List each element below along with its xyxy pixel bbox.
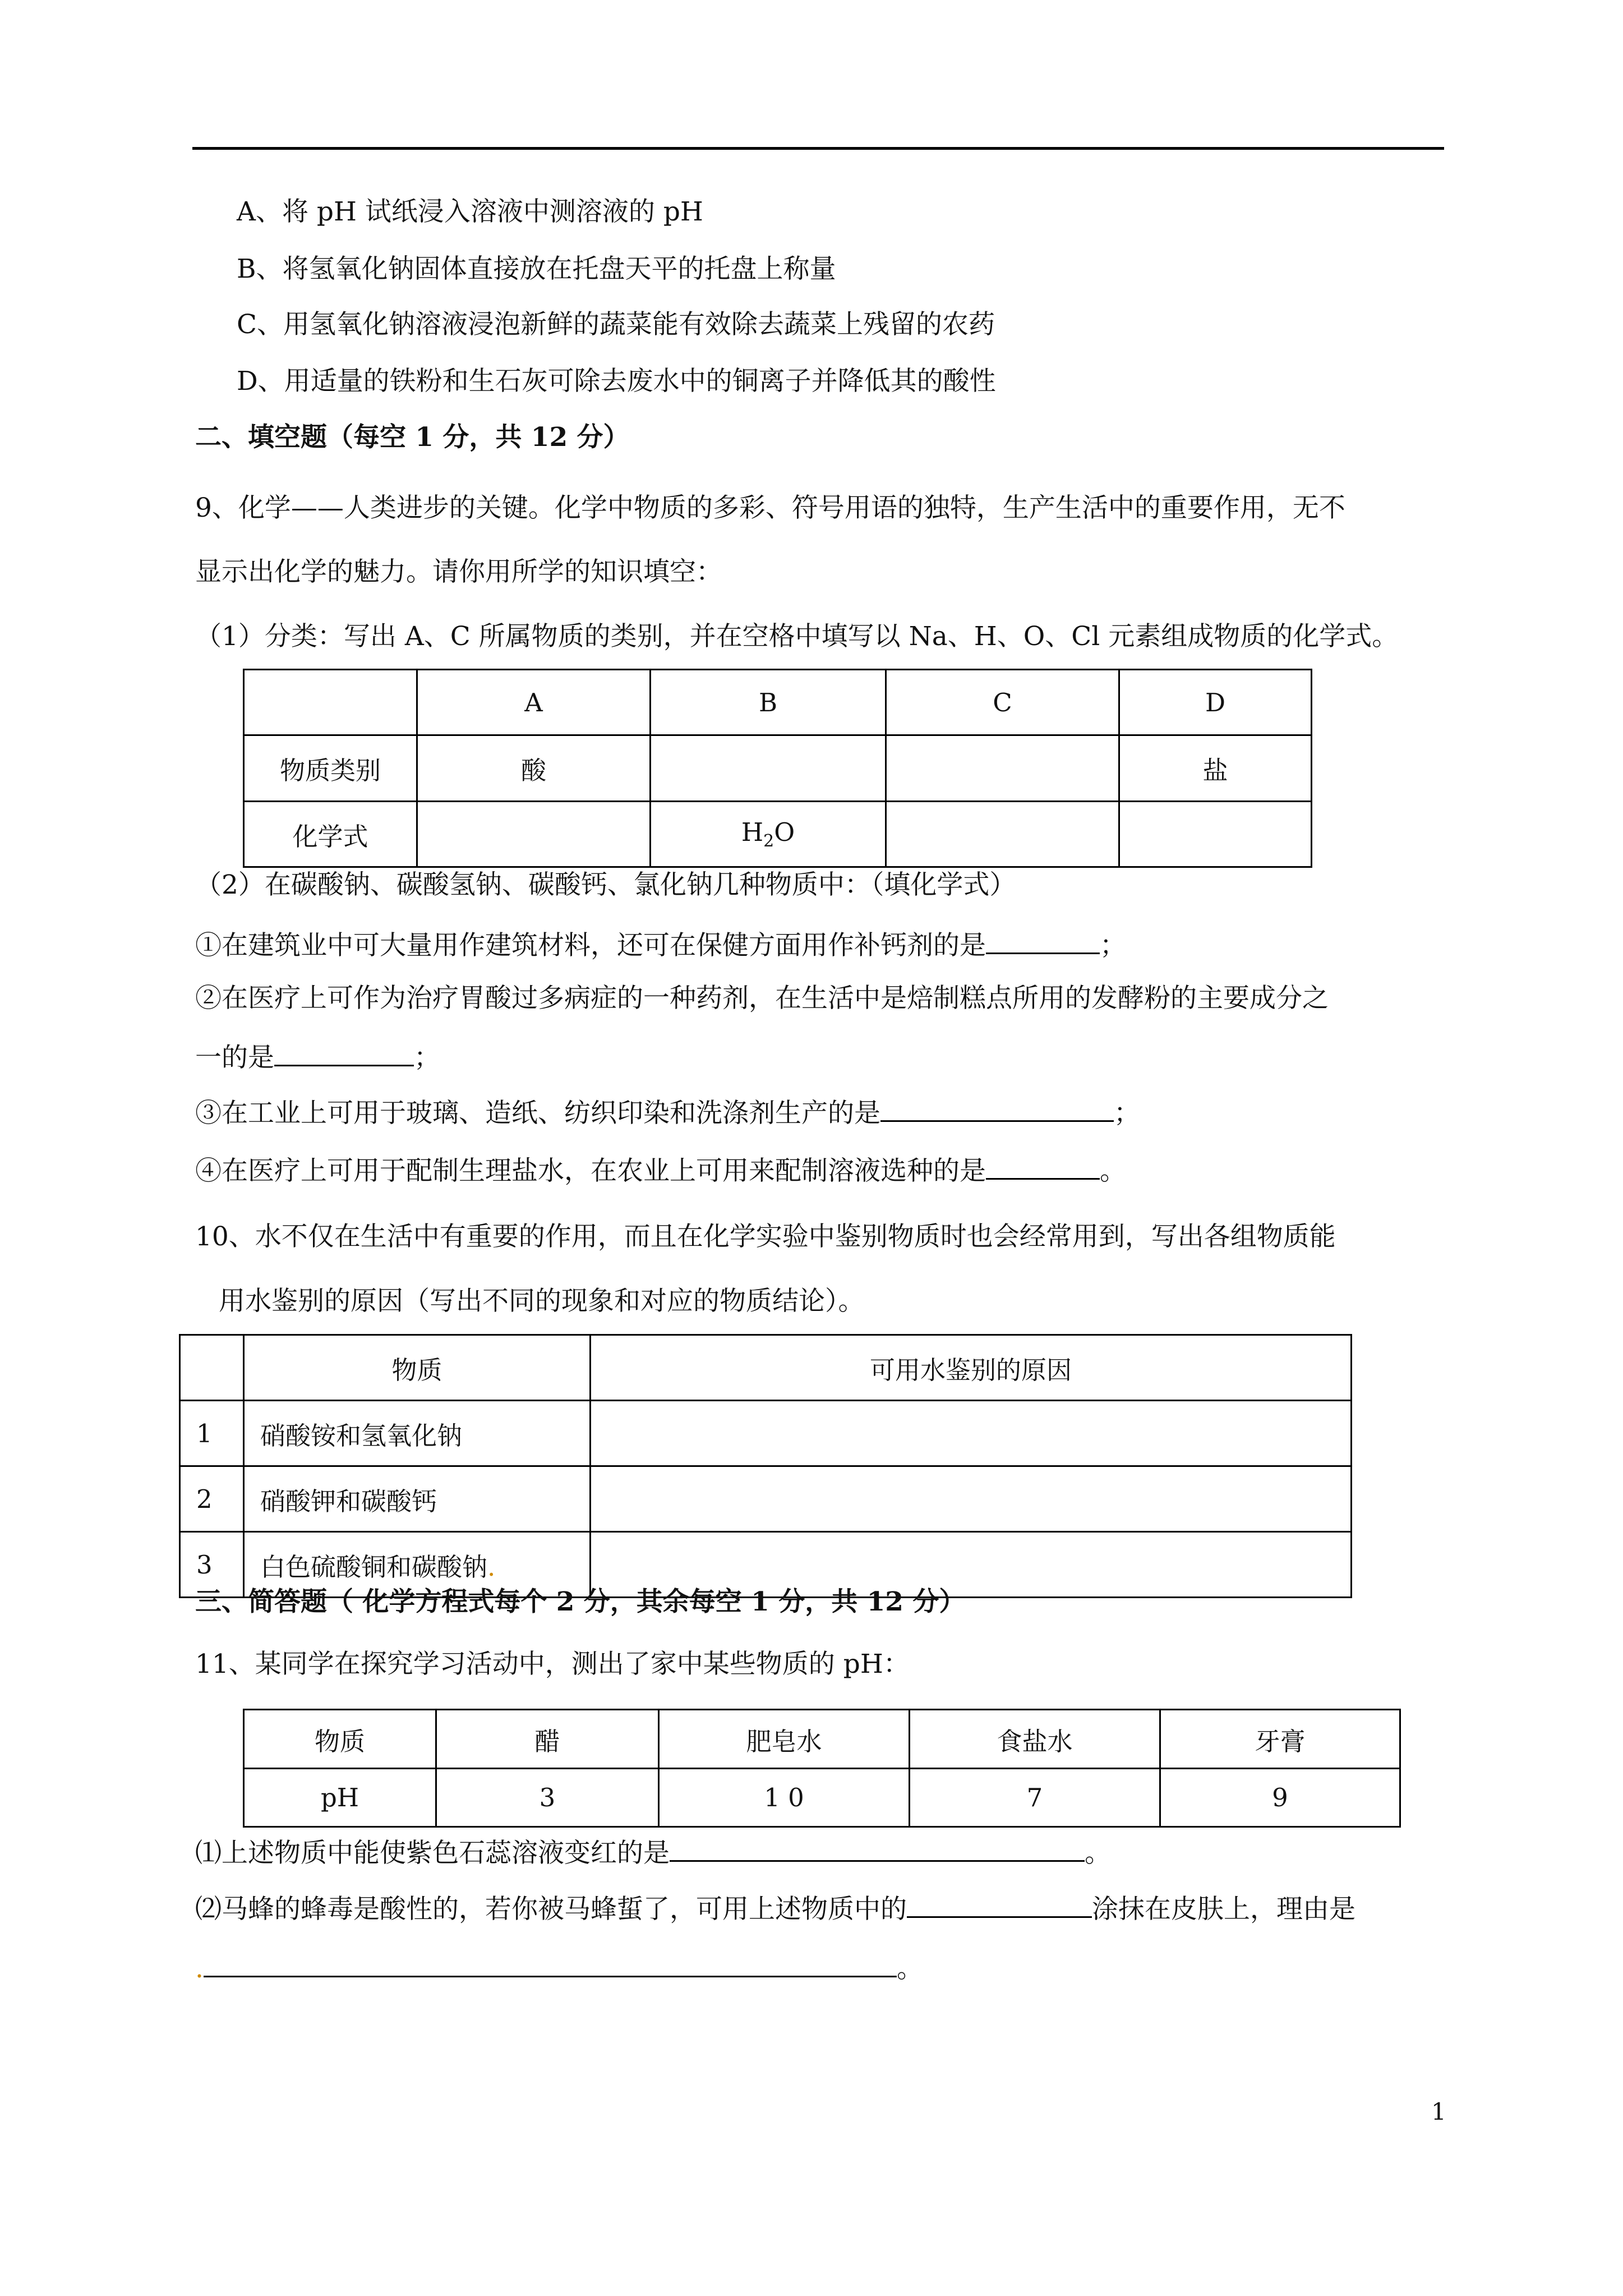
classification-table	[243, 669, 1312, 868]
category-cell: 酸	[417, 735, 651, 802]
formula-o: O	[774, 817, 795, 847]
category-cell	[651, 735, 886, 802]
header-cell: C	[886, 670, 1119, 735]
row-number: 3	[180, 1532, 244, 1598]
q10-line2: 用水鉴别的原因（写出不同的现象和对应的物质结论）。	[219, 1286, 865, 1317]
header-cell: 肥皂水	[659, 1710, 910, 1769]
statement-end: ；	[1100, 930, 1126, 961]
q9-statement-4	[195, 1152, 1126, 1188]
statement-text: ⑴上述物质中能使紫色石蕊溶液变红的是	[195, 1838, 670, 1869]
formula-cell	[1119, 802, 1312, 867]
q9-part2: （2）在碳酸钠、碳酸氢钠、碳酸钙、氯化钠几种物质中：（填化学式）	[195, 869, 1016, 900]
editor-mark: .	[195, 1953, 204, 1984]
statement-end: ；	[1114, 1098, 1140, 1129]
answer-blank-2[interactable]	[274, 1039, 414, 1066]
formula-cell-h2o	[651, 802, 886, 867]
answer-blank-1[interactable]	[986, 927, 1100, 954]
ph-label: pH	[244, 1769, 436, 1827]
q11-part1	[195, 1834, 1111, 1870]
reason-cell[interactable]	[591, 1466, 1352, 1532]
answer-blank-6[interactable]	[907, 1890, 1092, 1918]
statement-end: 。	[896, 1953, 923, 1984]
statement-text: ④在医疗上可用于配制生理盐水，在农业上可用来配制溶液选种的是	[195, 1156, 986, 1186]
header-cell: D	[1119, 670, 1312, 735]
formula-h: H	[741, 817, 764, 847]
identification-table	[179, 1334, 1352, 1598]
q9-statement-1	[195, 927, 1126, 963]
substance-cell: 硝酸钾和碳酸钙	[244, 1466, 591, 1532]
header-cell: A	[417, 670, 651, 735]
row-label: 化学式	[244, 802, 417, 867]
header-reason: 可用水鉴别的原因	[591, 1335, 1352, 1401]
option-d: D、用适量的铁粉和生石灰可除去废水中的铜离子并降低其的酸性	[237, 366, 996, 397]
header-cell: B	[651, 670, 886, 735]
header-cell	[180, 1335, 244, 1401]
category-cell	[886, 735, 1119, 802]
editor-mark: .	[487, 1552, 496, 1582]
answer-blank-7[interactable]	[204, 1950, 897, 1977]
statement-text: 一的是	[195, 1042, 274, 1073]
statement-end: ；	[414, 1042, 440, 1073]
header-cell: 牙膏	[1160, 1710, 1400, 1769]
substance-text: 白色硫酸铜和碳酸钠	[260, 1552, 488, 1582]
reason-cell[interactable]	[591, 1401, 1352, 1466]
ph-table	[243, 1709, 1401, 1828]
ph-value: 7	[910, 1769, 1160, 1827]
substance-cell: 硝酸铵和氢氧化钠	[244, 1401, 591, 1466]
header-cell	[244, 670, 417, 735]
q9-line1: 9、化学——人类进步的关键。化学中物质的多彩、符号用语的独特，生产生活中的重要作用，无不	[195, 493, 1345, 523]
header-rule	[192, 147, 1444, 150]
ph-value: 9	[1160, 1769, 1400, 1827]
q9-statement-3	[195, 1094, 1140, 1130]
q9-line2: 显示出化学的魅力。请你用所学的知识填空：	[195, 556, 722, 587]
answer-blank-4[interactable]	[986, 1152, 1100, 1180]
q9-statement-2a: ②在医疗上可作为治疗胃酸过多病症的一种药剂，在生活中是焙制糕点所用的发酵粉的主要成分之	[195, 983, 1329, 1014]
formula-subscript: 2	[763, 831, 774, 851]
option-b: B、将氢氧化钠固体直接放在托盘天平的托盘上称量	[237, 254, 836, 284]
formula-cell	[886, 802, 1119, 867]
q11-part2	[195, 1890, 1355, 1926]
statement-text: ①在建筑业中可大量用作建筑材料，还可在保健方面用作补钙剂的是	[195, 930, 986, 961]
answer-blank-3[interactable]	[880, 1094, 1114, 1122]
section-3-title: 三、简答题（ 化学方程式每个 2 分，其余每空 1 分，共 12 分）	[195, 1586, 966, 1617]
option-a: A、将 pH 试纸浸入溶液中测溶液的 pH	[237, 196, 703, 227]
row-label: 物质类别	[244, 735, 417, 802]
ph-value: 3	[436, 1769, 659, 1827]
q10-line1: 10、水不仅在生活中有重要的作用，而且在化学实验中鉴别物质时也会经常用到，写出各组物质能	[195, 1221, 1336, 1252]
q11-part2-continued	[195, 1950, 923, 1986]
statement-end: 。	[1085, 1838, 1111, 1869]
statement-end: 。	[1100, 1156, 1126, 1186]
row-number: 1	[180, 1401, 244, 1466]
page-number: 1	[1431, 2098, 1446, 2125]
ph-value: 1 0	[659, 1769, 910, 1827]
formula-cell	[417, 802, 651, 867]
header-cell: 物质	[244, 1710, 436, 1769]
row-number: 2	[180, 1466, 244, 1532]
statement-text: ⑵马蜂的蜂毒是酸性的，若你被马蜂蜇了，可用上述物质中的	[195, 1894, 907, 1925]
option-c: C、用氢氧化钠溶液浸泡新鲜的蔬菜能有效除去蔬菜上残留的农药	[237, 309, 995, 340]
header-cell: 食盐水	[910, 1710, 1160, 1769]
category-cell: 盐	[1119, 735, 1312, 802]
q11-intro: 11、某同学在探究学习活动中，测出了家中某些物质的 pH：	[195, 1649, 910, 1680]
statement-text: ③在工业上可用于玻璃、造纸、纺织印染和洗涤剂生产的是	[195, 1098, 880, 1129]
q9-statement-2b	[195, 1039, 440, 1075]
q9-part1: （1）分类：写出 A、C 所属物质的类别，并在空格中填写以 Na、H、O、Cl 元素组成物质的化学式。	[195, 621, 1399, 652]
section-2-title: 二、填空题（每空 1 分，共 12 分）	[195, 422, 630, 453]
header-cell: 醋	[436, 1710, 659, 1769]
statement-text: 涂抹在皮肤上，理由是	[1092, 1894, 1355, 1925]
answer-blank-5[interactable]	[670, 1834, 1085, 1862]
header-substance: 物质	[244, 1335, 591, 1401]
